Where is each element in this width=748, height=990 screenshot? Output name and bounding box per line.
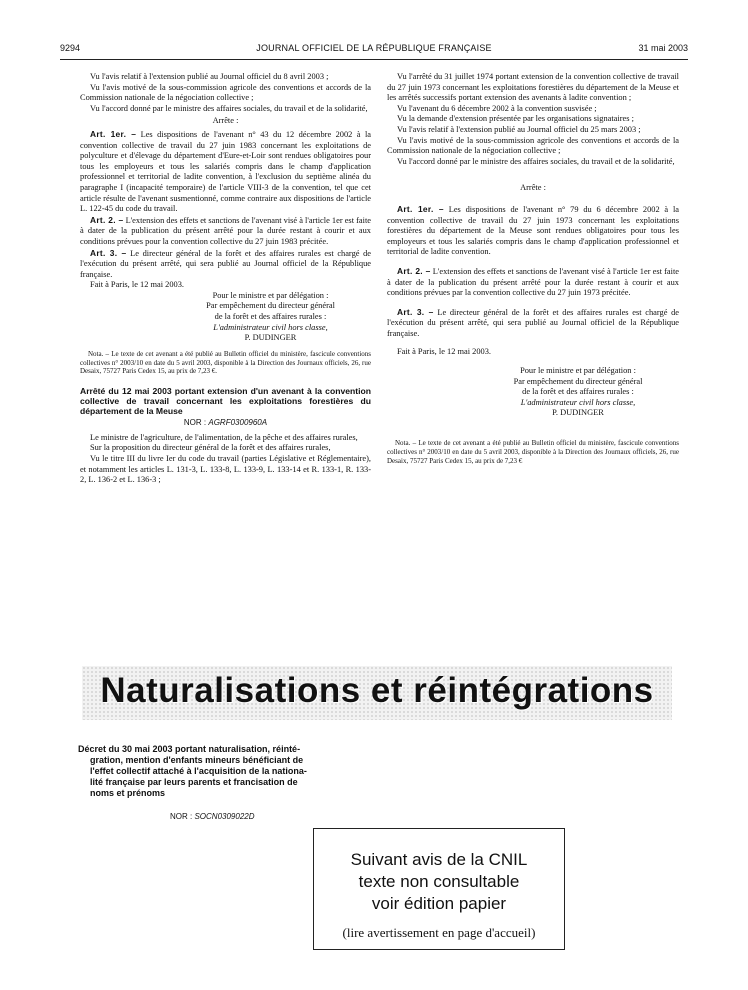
decret-title-line: noms et prénoms (90, 788, 166, 798)
spacer (387, 419, 679, 433)
article-label: Art. 3. – (397, 306, 434, 317)
article-label: Art. 1er. – (397, 203, 444, 214)
cnil-notice-line: voir édition papier (371, 894, 507, 913)
left-column (80, 72, 371, 486)
spacer (387, 167, 679, 181)
signature-line: L'administrateur civil hors classe, (213, 322, 328, 332)
article-label: Art. 1er. – (90, 128, 137, 139)
cnil-notice-line: texte non consultable (358, 872, 520, 891)
arrete-heading: Arrête : (212, 116, 239, 126)
decret-title-line: l'effet collectif attaché à l'acquisition de la nationa- (90, 766, 307, 776)
signature-name: P. DUDINGER (552, 408, 604, 418)
visa: Vu l'avis motivé de la sous-commission agricole des conventions et accords de la Commission nationale de la négociation collective ; (80, 82, 371, 103)
article-2 (80, 215, 371, 248)
nor-reference: NOR : SOCN0309022D (170, 812, 255, 821)
visa: Sur la proposition du directeur général de la forêt et des affaires rurales, (90, 443, 331, 453)
article-label: Art. 3. – (90, 247, 127, 258)
visa: Vu l'accord donné par le ministre des affaires sociales, du travail et de la solidarité, (90, 103, 368, 113)
spacer (387, 258, 679, 266)
spacer (387, 358, 679, 366)
page-number: 9294 (60, 43, 81, 53)
decret-title-line: gration, mention d'enfants mineurs bénéficiant de (90, 755, 304, 765)
nor-reference: NOR : AGRF0300960A (183, 418, 268, 428)
decret-title-line: Décret du 30 mai 2003 portant naturalisation, réinté- (78, 744, 301, 754)
visa: Vu l'avis relatif à l'extension publié au Journal officiel du 25 mars 2003 ; (397, 124, 641, 134)
visa: Vu la demande d'extension présentée par les organisations signataires ; (397, 114, 634, 124)
article-label: Art. 2. – (397, 265, 431, 276)
article-text: Les dispositions de l'avenant n° 43 du 12 décembre 2002 à la convention collective de travail du 27 juin 1983 concernant les exploitations de polyculture et d'élevage du département d'Eure-et-Loir sont rendues obligatoires pour tous les employeurs et tous les salariés compris dans le champ d'application professionnel et territorial de ladite convention, à l'exclusion du septième alinéa du paragraphe I (incapacité temporaire) de l'article VIII-3 de la convention, tel que cet article résulte de l'avenant susmentionné, comme contraire aux dispositions de l'article L. 122-45 du code du travail. (80, 129, 371, 214)
article-3 (387, 307, 679, 340)
nota: Nota. – Le texte de cet avenant a été publié au Bulletin officiel du ministère, fascicule conventions collectives n° 2003/10 en date du 5 avril 2003, disponible à la Direction des Journaux officiels, 26, rue Desaix, 75727 Paris Cedex 15, au prix de 7,23 €. (80, 349, 371, 376)
signature-line: Par empêchement du directeur général (206, 301, 335, 311)
visa: Vu l'avenant du 6 décembre 2002 à la convention susvisée ; (397, 103, 597, 113)
signature-name: P. DUDINGER (244, 333, 297, 343)
page-header (60, 43, 688, 60)
signature-block (170, 291, 371, 344)
article-text: L'extension des effets et sanctions de l'avenant visé à l'article 1er est faite à dater de la publication du présent arrêté pour la durée restant à courir et aux conditions prévues par la convention collective du 27 juin 1973 précitée. (387, 266, 680, 298)
cnil-notice-footnote: (lire avertissement en page d'accueil) (342, 925, 536, 940)
article-2 (387, 266, 679, 299)
visa: Vu le titre III du livre Ier du code du travail (parties Législative et Réglementaire), et notamment les articles L. 131-3, L. 133-8, L. 133-9, L. 133-14 et R. 133-1, R. 133-2, L. 136-2 et L. 136-3 ; (80, 454, 371, 485)
signature-block (477, 366, 679, 419)
decret-title (78, 744, 378, 799)
issue-date: 31 mai 2003 (638, 43, 688, 53)
right-column (387, 72, 679, 465)
cnil-notice-box (313, 828, 565, 950)
signature-line: L'administrateur civil hors classe, (520, 397, 636, 407)
article-text: Les dispositions de l'avenant n° 79 du 6 décembre 2002 à la convention collective de travail du 27 juin 1973 concernant les exploitations forestières du département de la Meuse sont rendues obligatoires pour tous les employeurs et tous les salariés compris dans le champ d'application professionnel et territorial de ladite convention. (387, 204, 679, 257)
journal-title: JOURNAL OFFICIEL DE LA RÉPUBLIQUE FRANÇAISE (256, 43, 492, 53)
article-text: Le directeur général de la forêt et des affaires rurales est chargé de l'exécution du présent arrêté, qui sera publié au Journal officiel de la République française. (80, 248, 372, 279)
nor-code: SOCN0309022D (194, 812, 255, 821)
signature-line: de la forêt et des affaires rurales : (214, 312, 327, 322)
cnil-notice-line: Suivant avis de la CNIL (350, 850, 528, 869)
visa: Vu l'arrêté du 31 juillet 1974 portant extension de la convention collective de travail du 27 juin 1973 concernant les exploitations forestières du département de la Meuse et les arrêtés successifs portant extension des avenants à ladite convention ; (387, 72, 679, 103)
nor-code: AGRF0300960A (208, 418, 268, 428)
article-1 (387, 204, 679, 258)
fait-a-paris: Fait à Paris, le 12 mai 2003. (90, 280, 184, 290)
spacer (387, 339, 679, 347)
arrete-title: Arrêté du 12 mai 2003 portant extension d'un avenant à la convention collective de travail concernant les exploitations forestières du département de la Meuse (80, 386, 371, 417)
visa: Vu l'avis relatif à l'extension publié au Journal officiel du 8 avril 2003 ; (90, 72, 329, 81)
section-banner-title: Naturalisations et réintégrations (100, 671, 654, 710)
nota: Nota. – Le texte de cet avenant a été publié au Bulletin officiel du ministère, fascicule conventions collectives n° 2003/10 en date du 5 avril 2003, disponible à la Direction des Journaux officiels, 26, rue Desaix, 75727 Paris Cedex 15, au prix de 7,23 € (387, 439, 679, 465)
spacer (387, 196, 679, 204)
fait-a-paris: Fait à Paris, le 12 mai 2003. (397, 347, 491, 357)
signature-line: Par empêchement du directeur général (513, 376, 643, 386)
spacer (387, 299, 679, 307)
article-1 (80, 129, 371, 215)
arrete-heading: Arrête : (520, 183, 546, 193)
signature-line: de la forêt et des affaires rurales : (522, 387, 634, 397)
visa: Vu l'accord donné par le ministre des affaires sociales, du travail et de la solidarité, (397, 156, 675, 166)
article-label: Art. 2. – (90, 214, 124, 225)
article-text: Le directeur général de la forêt et des affaires rurales est chargé de l'exécution du présent arrêté, qui sera publié au Journal officiel de la République française. (387, 307, 680, 338)
article-text: L'extension des effets et sanctions de l'avenant visé à l'article 1er est faite à dater de la publication du présent arrêté pour la durée restant à courir et aux conditions prévues pour la convention collective du 27 juin 1983 précitée. (80, 215, 372, 246)
section-banner (82, 666, 672, 720)
visa: Le ministre de l'agriculture, de l'alimentation, de la pêche et des affaires rurales, (90, 432, 358, 442)
article-3 (80, 248, 371, 281)
signature-line: Pour le ministre et par délégation : (520, 366, 636, 376)
visa: Vu l'avis motivé de la sous-commission agricole des conventions et accords de la Commission nationale de la négociation collective ; (387, 135, 679, 156)
signature-line: Pour le ministre et par délégation : (212, 290, 329, 300)
decret-title-line: lité française par leurs parents et francisation de (90, 777, 298, 787)
